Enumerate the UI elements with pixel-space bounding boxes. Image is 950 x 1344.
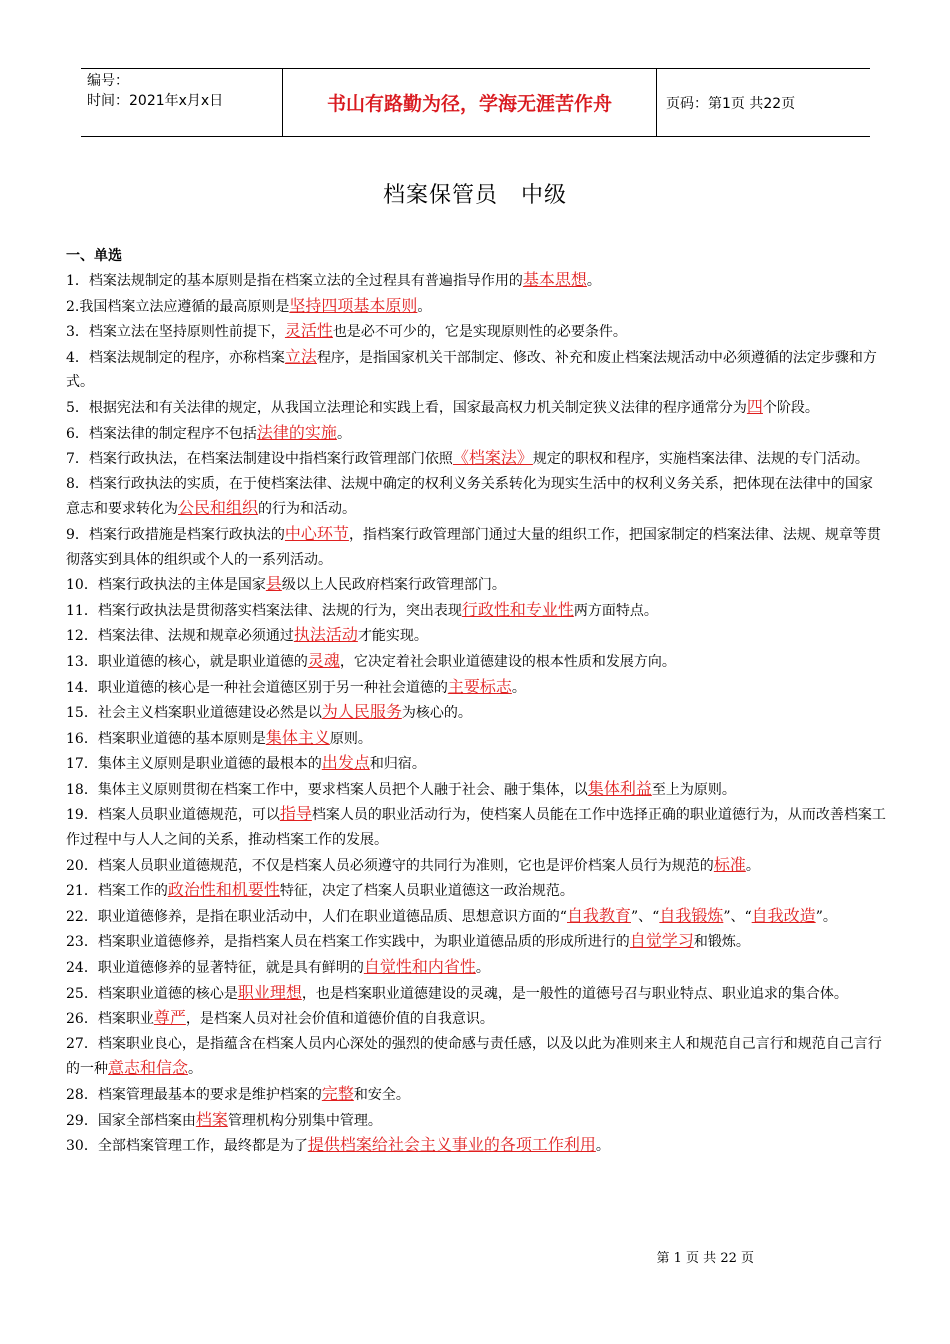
answer-text: 出发点 <box>321 753 370 773</box>
question-item <box>66 751 886 777</box>
question-item <box>66 777 886 803</box>
question-item <box>66 345 886 395</box>
question-item <box>66 878 886 904</box>
question-text: 和归宿。 <box>369 756 426 773</box>
question-item <box>66 700 886 726</box>
question-text: 。 <box>595 1138 610 1155</box>
header-page-info: 页码：第1页 共22页 <box>666 95 796 112</box>
answer-text: 公民和组织 <box>178 498 259 518</box>
question-text: 的行为和活动。 <box>258 501 357 518</box>
question-text: 25．档案职业道德的核心是 <box>66 985 238 1002</box>
answer-text: 意志和信念 <box>108 1058 189 1078</box>
question-text: ，它决定着社会职业道德建设的根本性质和发展方向。 <box>339 653 676 670</box>
question-item <box>66 904 886 930</box>
question-item <box>66 623 886 649</box>
question-item <box>66 294 886 320</box>
question-text: 特征，决定了档案人员职业道德这一政治规范。 <box>279 883 574 900</box>
question-text: 原则。 <box>329 730 372 747</box>
question-text: 。 <box>475 960 490 977</box>
answer-text: 自我锻炼 <box>659 905 724 925</box>
question-item <box>66 1133 886 1159</box>
question-text: ，也是档案职业道德建设的灵魂，是一般性的道德号召与职业特点、职业追求的集合体。 <box>301 985 848 1002</box>
question-item <box>66 1006 886 1032</box>
header-meta <box>81 69 283 136</box>
question-text: ，指档案行政管理部门通过大量的组织工作，把国家制定的档案法律、法规、规章等贯彻落实到具体的组织或个人的一系列活动。 <box>66 526 881 568</box>
answer-text: 坚持四项基本原则 <box>289 295 418 315</box>
question-text: 13．职业道德的核心，就是职业道德的 <box>66 653 308 670</box>
question-text: 级以上人民政府档案行政管理部门。 <box>281 577 506 594</box>
question-text: 15．社会主义档案职业道德建设必然是以 <box>66 705 322 722</box>
question-text: 7．档案行政执法，在档案法制建设中指档案行政管理部门依照 <box>66 451 453 468</box>
question-text: 个阶段。 <box>762 399 819 416</box>
answer-text: 职业理想 <box>237 982 302 1002</box>
answer-text: 四 <box>746 396 763 416</box>
question-item <box>66 981 886 1007</box>
question-text: 两方面特点。 <box>573 602 658 619</box>
answer-text: 主要标志 <box>447 676 512 696</box>
answer-text: 政治性和机要性 <box>167 880 280 900</box>
question-text: 30．全部档案管理工作，最终都是为了 <box>66 1138 308 1155</box>
answer-text: 自觉学习 <box>629 931 694 951</box>
question-text: 才能实现。 <box>357 628 428 645</box>
answer-text: 行政性和专业性 <box>461 599 574 619</box>
question-text: 和安全。 <box>353 1087 410 1103</box>
question-text: 8．档案行政执法的实质，在于使档案法律、法规中确定的权利义务关系转化为现实生活中的权利义务关系，把体现在法律中的国家意志和要求转化为 <box>66 475 873 518</box>
question-text: 2.我国档案立法应遵循的最高原则是 <box>66 298 290 315</box>
question-text: 10．档案行政执法的主体是国家 <box>66 577 266 594</box>
answer-text: 指导 <box>279 804 312 824</box>
question-item <box>66 319 886 345</box>
answer-text: 执法活动 <box>293 625 358 645</box>
question-text: 3．档案立法在坚持原则性前提下， <box>66 324 285 341</box>
question-text: 。 <box>586 273 601 289</box>
answer-text: 自我教育 <box>566 905 631 925</box>
answer-text: 县 <box>265 574 282 594</box>
question-text: ”、“ <box>631 908 660 925</box>
answer-text: 完整 <box>321 1084 354 1103</box>
question-text: 26．档案职业 <box>66 1011 154 1028</box>
answer-text: 提供档案给社会主义事业的各项工作利用 <box>307 1135 596 1155</box>
question-text: ”。 <box>815 908 837 925</box>
answer-text: 基本思想 <box>522 270 587 289</box>
question-text: 27．档案职业良心，是指蕴含在档案人员内心深处的强烈的使命感与责任感，以及以此为准则来主人和规范自己言行和规范自己言行的一种 <box>66 1035 882 1078</box>
question-text: 21．档案工作的 <box>66 883 168 900</box>
header-motto: 书山有路勤为径，学海无涯苦作舟 <box>283 69 657 136</box>
question-text: 为核心的。 <box>401 705 472 722</box>
question-text: 4．档案法规制定的程序，亦称档案 <box>66 349 285 366</box>
question-text: 20．档案人员职业道德规范，不仅是档案人员必须遵守的共同行为准则，它也是评价档案人员行为规范的 <box>66 857 714 874</box>
question-text: 22．职业道德修养，是指在职业活动中，人们在职业道德品质、思想意识方面的“ <box>66 908 567 925</box>
question-item <box>66 1082 886 1108</box>
section-heading: 一、单选 <box>66 248 122 264</box>
answer-text: 中心环节 <box>284 523 349 543</box>
question-text: 。 <box>336 425 351 442</box>
question-text: 至上为原则。 <box>651 781 736 798</box>
question-text: 规定的职权和程序，实施档案法律、法规的专门活动。 <box>532 451 869 468</box>
question-item <box>66 929 886 955</box>
question-text: 12．档案法律、法规和规章必须通过 <box>66 628 294 645</box>
question-item <box>66 598 886 624</box>
question-text: 28．档案管理最基本的要求是维护档案的 <box>66 1087 322 1103</box>
question-text: 5．根据宪法和有关法律的规定，从我国立法理论和实践上看，国家最高权力机关制定狭义法律的程序通常分为 <box>66 399 747 416</box>
answer-text: 档案 <box>195 1109 228 1129</box>
question-text: 14．职业道德的核心是一种社会道德区别于另一种社会道德的 <box>66 679 448 696</box>
document-number-label: 编号： <box>87 73 129 89</box>
question-item <box>66 675 886 701</box>
question-text: 11．档案行政执法是贯彻落实档案法律、法规的行为，突出表现 <box>66 602 462 619</box>
answer-text: 为人民服务 <box>321 702 402 722</box>
question-text: 6．档案法律的制定程序不包括 <box>66 425 257 442</box>
answer-text: 灵活性 <box>284 321 333 341</box>
question-text: 也是必不可少的，它是实现原则性的必要条件。 <box>332 324 627 341</box>
answer-text: 自我改造 <box>751 905 816 925</box>
answer-text: 灵魂 <box>307 650 340 670</box>
question-item <box>66 726 886 752</box>
question-item <box>66 472 886 522</box>
question-item <box>66 955 886 981</box>
question-item <box>66 572 886 598</box>
question-item <box>66 1108 886 1134</box>
question-text: ”、“ <box>723 908 752 925</box>
answer-text: 标准 <box>713 854 746 874</box>
question-text: 程序，是指国家机关干部制定、修改、补充和废止档案法规活动中必须遵循的法定步骤和方式。 <box>66 349 877 391</box>
question-text: 24．职业道德修养的显著特征，就是具有鲜明的 <box>66 960 364 977</box>
answer-text: 集体主义 <box>265 727 330 747</box>
question-text: 1．档案法规制定的基本原则是指在档案立法的全过程具有普遍指导作用的 <box>66 273 523 289</box>
question-item <box>66 802 886 852</box>
document-title: 档案保管员 中级 <box>382 183 567 208</box>
question-text: 管理机构分别集中管理。 <box>227 1112 382 1129</box>
answer-text: 立法 <box>284 346 317 366</box>
page-footer: 第 1 页 共 22 页 <box>656 1251 754 1266</box>
question-text: 9．档案行政措施是档案行政执法的 <box>66 526 285 543</box>
question-item <box>66 395 886 421</box>
header-table <box>81 68 870 137</box>
answer-text: 自觉性和内省性 <box>363 957 476 977</box>
answer-text: 集体利益 <box>587 778 652 798</box>
question-text: 和锻炼。 <box>693 934 750 951</box>
document-date: 时间：2021年x月x日 <box>87 93 224 109</box>
question-text: 。 <box>745 857 760 874</box>
question-text: 。 <box>188 1061 203 1078</box>
question-text: 19．档案人员职业道德规范，可以 <box>66 807 280 824</box>
question-item <box>66 522 886 572</box>
question-text: 29．国家全部档案由 <box>66 1112 196 1129</box>
question-text: 。 <box>417 298 432 315</box>
question-item <box>66 853 886 879</box>
answer-text: 尊严 <box>153 1008 186 1028</box>
question-item <box>66 1032 886 1082</box>
question-text: 23．档案职业道德修养，是指档案人员在档案工作实践中，为职业道德品质的形成所进行的 <box>66 934 630 951</box>
answer-text: 《档案法》 <box>452 448 533 468</box>
question-text: 16．档案职业道德的基本原则是 <box>66 730 266 747</box>
answer-text: 法律的实施 <box>256 422 337 442</box>
question-item <box>66 421 886 447</box>
question-list <box>66 268 886 1159</box>
question-item <box>66 268 886 294</box>
question-item <box>66 446 886 472</box>
question-text: ，是档案人员对社会价值和道德价值的自我意识。 <box>185 1011 494 1028</box>
question-item <box>66 649 886 675</box>
question-text: 17．集体主义原则是职业道德的最根本的 <box>66 756 322 773</box>
question-text: 档案人员的职业活动行为，使档案人员能在工作中选择正确的职业道德行为，从而改善档案工作过程中与人人之间的关系，推动档案工作的发展。 <box>66 807 886 849</box>
question-text: 。 <box>511 679 526 696</box>
question-text: 18．集体主义原则贯彻在档案工作中，要求档案人员把个人融于社会、融于集体，以 <box>66 781 588 798</box>
